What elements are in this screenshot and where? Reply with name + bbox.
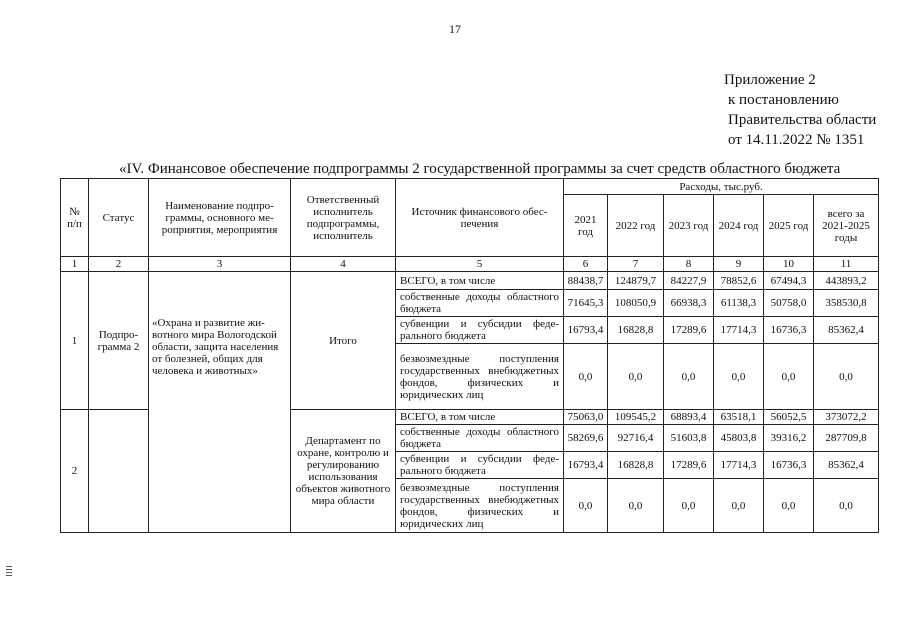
header-year: 2024 год — [714, 195, 764, 257]
source-cell: ВСЕГО, в том числе — [396, 410, 564, 425]
header-expenses: Расходы, тыс.руб. — [564, 179, 879, 195]
value-cell: 287709,8 — [814, 425, 879, 452]
col-number: 7 — [608, 257, 664, 272]
value-cell: 124879,7 — [608, 272, 664, 290]
col-number: 3 — [149, 257, 291, 272]
value-cell: 68893,4 — [664, 410, 714, 425]
value-cell: 443893,2 — [814, 272, 879, 290]
value-cell: 0,0 — [664, 479, 714, 533]
value-cell: 16736,3 — [764, 452, 814, 479]
source-cell: безвозмездные поступления государственных внебюджетных фондов, физических и юридических лиц — [396, 479, 564, 533]
appendix-line-2: к постановлению — [728, 92, 839, 108]
source-cell: собственные доходы областного бюджета — [396, 290, 564, 317]
value-cell: 84227,9 — [664, 272, 714, 290]
header-name: Наименование подпрограммы, основного мероприятия, мероприятия — [149, 179, 291, 257]
value-cell: 56052,5 — [764, 410, 814, 425]
binding-mark — [6, 572, 12, 573]
value-cell: 71645,3 — [564, 290, 608, 317]
value-cell: 61138,3 — [714, 290, 764, 317]
row-measure-name: «Охрана и развитие животного мира Вологодской области, защита населения от болезней, общих для человека и животных» — [149, 272, 291, 533]
value-cell: 109545,2 — [608, 410, 664, 425]
value-cell: 85362,4 — [814, 317, 879, 344]
col-number: 2 — [89, 257, 149, 272]
value-cell: 85362,4 — [814, 452, 879, 479]
source-cell: субвенции и субсидии федерального бюджета — [396, 317, 564, 344]
value-cell: 358530,8 — [814, 290, 879, 317]
value-cell: 17289,6 — [664, 452, 714, 479]
binding-mark — [6, 566, 12, 567]
table-row — [61, 272, 879, 290]
header-year: 2021 год — [564, 195, 608, 257]
value-cell: 16828,8 — [608, 317, 664, 344]
source-cell: собственные доходы областного бюджета — [396, 425, 564, 452]
col-number: 5 — [396, 257, 564, 272]
value-cell: 88438,7 — [564, 272, 608, 290]
value-cell: 39316,2 — [764, 425, 814, 452]
value-cell: 17289,6 — [664, 317, 714, 344]
value-cell: 16793,4 — [564, 317, 608, 344]
appendix-line-3: Правительства области — [728, 112, 877, 128]
col-number: 10 — [764, 257, 814, 272]
col-number: 4 — [291, 257, 396, 272]
header-year: 2023 год — [664, 195, 714, 257]
value-cell: 92716,4 — [608, 425, 664, 452]
col-number: 1 — [61, 257, 89, 272]
value-cell: 373072,2 — [814, 410, 879, 425]
value-cell: 0,0 — [564, 344, 608, 410]
value-cell: 58269,6 — [564, 425, 608, 452]
value-cell: 50758,0 — [764, 290, 814, 317]
col-number: 11 — [814, 257, 879, 272]
header-year: 2022 год — [608, 195, 664, 257]
value-cell: 17714,3 — [714, 317, 764, 344]
source-cell: субвенции и субсидии федерального бюджета — [396, 452, 564, 479]
col-number: 8 — [664, 257, 714, 272]
col-number: 6 — [564, 257, 608, 272]
document-title: «IV. Финансовое обеспечение подпрограммы 2 государственной программы за счет средств областного бюджета — [119, 161, 841, 177]
header-source: Источник финансового обеспечения — [396, 179, 564, 257]
value-cell: 0,0 — [764, 479, 814, 533]
row-executor: Итого — [291, 272, 396, 410]
source-cell: ВСЕГО, в том числе — [396, 272, 564, 290]
value-cell: 16736,3 — [764, 317, 814, 344]
value-cell: 0,0 — [764, 344, 814, 410]
row-executor: Департамент по охране, контролю и регулированию использования объектов животного мира области — [291, 410, 396, 533]
source-cell: безвозмездные поступления государственных внебюджетных фондов, физических и юридических лиц — [396, 344, 564, 410]
value-cell: 0,0 — [714, 479, 764, 533]
value-cell: 67494,3 — [764, 272, 814, 290]
value-cell: 0,0 — [814, 479, 879, 533]
value-cell: 66938,3 — [664, 290, 714, 317]
value-cell: 63518,1 — [714, 410, 764, 425]
row-number: 2 — [61, 410, 89, 533]
header-status: Статус — [89, 179, 149, 257]
col-number: 9 — [714, 257, 764, 272]
value-cell: 78852,6 — [714, 272, 764, 290]
value-cell: 17714,3 — [714, 452, 764, 479]
appendix-line-1: Приложение 2 — [724, 72, 816, 88]
column-number-row — [61, 257, 879, 272]
financing-table — [60, 178, 879, 533]
value-cell: 0,0 — [814, 344, 879, 410]
binding-marks — [6, 566, 12, 578]
binding-mark — [6, 575, 12, 576]
header-year: 2025 год — [764, 195, 814, 257]
value-cell: 108050,9 — [608, 290, 664, 317]
row-status — [89, 410, 149, 533]
header-row-1 — [61, 179, 879, 195]
value-cell: 0,0 — [664, 344, 714, 410]
value-cell: 16793,4 — [564, 452, 608, 479]
row-status: Подпрограмма 2 — [89, 272, 149, 410]
value-cell: 0,0 — [714, 344, 764, 410]
value-cell: 0,0 — [564, 479, 608, 533]
value-cell: 0,0 — [608, 344, 664, 410]
header-num: № п/п — [61, 179, 89, 257]
header-executor: Ответственный исполнитель подпрограммы, исполнитель — [291, 179, 396, 257]
page-number: 17 — [449, 22, 461, 36]
header-total: всего за 2021-2025 годы — [814, 195, 879, 257]
value-cell: 45803,8 — [714, 425, 764, 452]
value-cell: 75063,0 — [564, 410, 608, 425]
binding-mark — [6, 569, 12, 570]
appendix-block — [724, 70, 876, 150]
row-number: 1 — [61, 272, 89, 410]
value-cell: 0,0 — [608, 479, 664, 533]
appendix-line-4: от 14.11.2022 № 1351 — [728, 132, 865, 148]
value-cell: 51603,8 — [664, 425, 714, 452]
value-cell: 16828,8 — [608, 452, 664, 479]
